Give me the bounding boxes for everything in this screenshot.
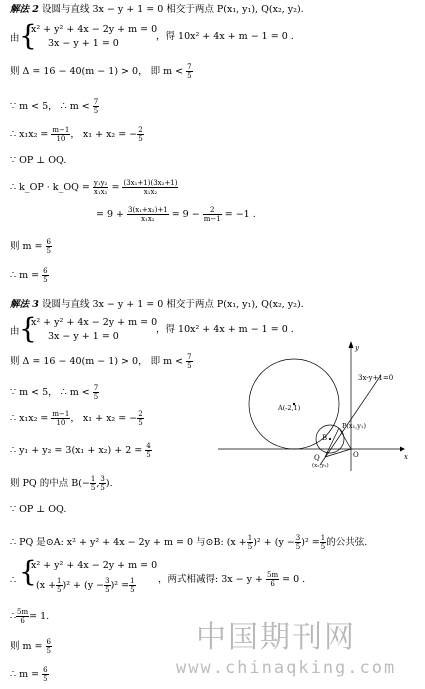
solution-2-title-line xyxy=(10,4,304,16)
center-b-point xyxy=(329,438,331,440)
ratio-end: = 1. xyxy=(29,611,50,622)
line-label: 3x-y+1=0 xyxy=(358,374,394,382)
discriminant-text: 则 Δ = 16 − 40(m − 1) > 0， 即 m < xyxy=(10,66,184,77)
vieta-product-text: ∴ x₁x₂ = xyxy=(10,129,49,140)
vieta-sum-text: ， x₁ + x₂ = − xyxy=(70,413,138,424)
fraction-7-5: $\frac{7}{5}$ xyxy=(93,384,99,401)
solution-3-by-label: 由 xyxy=(10,326,20,337)
common-chord-text: ∴ PQ 是⊙A: x² + y² + 4x − 2y + m = 0 与⊙B: (x + xyxy=(10,537,247,548)
y-sum-text: ∴ y₁ + y₂ = 3(x₁ + x₂) + 2 = xyxy=(10,445,143,456)
ratio-text: ∴ xyxy=(10,611,17,622)
fraction-sum: $\frac{2}{5}$ xyxy=(138,410,143,427)
system-b-eq-2 xyxy=(36,577,136,594)
fraction-7-5: $\frac{7}{5}$ xyxy=(187,63,192,80)
solution-3-setup: 设圆与直线 3x − y + 1 = 0 相交于两点 P(x₁, y₁), Q(x₂, y₂). xyxy=(41,299,304,310)
system-brace: { xyxy=(19,312,37,345)
fraction-continue-2: $\frac{2}{m-1}$ xyxy=(203,206,221,223)
slope-continue-line xyxy=(96,206,256,223)
m-value-line xyxy=(10,238,52,255)
system-b-eq-1: x² + y² + 4x − 2y + m = 0 xyxy=(31,560,158,571)
point-p-label: P(x₁,y₁) xyxy=(342,422,367,430)
watermark-chinese: 中国期刊网 xyxy=(196,620,356,655)
subtract-text: ，两式相减得: 3x − y + xyxy=(158,574,263,585)
fraction-1-5: $\frac{1}{5}$ xyxy=(130,577,135,594)
common-chord-text-3: )² = xyxy=(301,537,320,548)
fraction-7-5: $\frac{7}{5}$ xyxy=(187,353,192,370)
system-eq-1: x² + y² + 4x − 2y + m = 0 xyxy=(31,317,158,328)
slope-end: = −1 . xyxy=(224,209,256,220)
fraction-1-5: $\frac{1}{5}$ xyxy=(320,534,326,551)
solution-2-title: 解法 2 xyxy=(10,4,39,15)
line-3x-y-1 xyxy=(320,375,381,465)
system-eq-1: x² + y² + 4x − 2y + m = 0 xyxy=(31,24,158,35)
x-axis-arrow-icon xyxy=(400,447,405,452)
y-axis-arrow-icon xyxy=(349,341,354,348)
point-q-coords: (x₂,y₂) xyxy=(312,463,329,469)
m-value-text: 则 m = xyxy=(10,641,43,652)
fraction-1-5: $\frac{1}{5}$ xyxy=(90,475,96,492)
fraction-6-5: $\frac{6}{5}$ xyxy=(43,267,48,284)
fraction-continue: $\frac{\text{3(x₁+x₂)+1}}{\text{x₁x₂}}$ xyxy=(128,206,168,223)
center-a-label: A(-2,1) xyxy=(278,404,301,412)
m-conclusion-line xyxy=(10,666,49,683)
y-axis-label: y xyxy=(355,344,359,352)
fraction-7-5: $\frac{7}{5}$ xyxy=(93,98,99,115)
m-value-line xyxy=(10,638,52,655)
fraction-product: $\frac{m-1}{10}$ xyxy=(52,126,70,143)
solution-3-title: 解法 3 xyxy=(10,299,39,310)
common-chord-text-4: 的公共弦. xyxy=(326,537,368,548)
subtract-end: = 0 . xyxy=(282,574,306,585)
discriminant-line xyxy=(10,63,193,80)
fraction-3-5: $\frac{3}{5}$ xyxy=(105,577,110,594)
system-eq-2: 3x − y + 1 = 0 xyxy=(48,331,119,342)
system-brace: { xyxy=(19,19,37,52)
y-sum-line xyxy=(10,442,152,459)
midpoint-end: ). xyxy=(105,478,113,489)
m-range-line xyxy=(10,384,99,401)
fraction-3-5: $\frac{3}{5}$ xyxy=(295,534,301,551)
m-range-text: ∵ m < 5， ∴ m < xyxy=(10,101,90,112)
m-range-text: ∵ m < 5， ∴ m < xyxy=(10,387,90,398)
segment-op xyxy=(339,428,351,449)
midpoint-text: 则 PQ 的中点 B(− xyxy=(10,478,90,489)
watermark-url: www.chinaqking.com xyxy=(176,658,397,678)
common-chord-line xyxy=(10,534,367,551)
midpoint-separator: , xyxy=(96,478,100,489)
fraction-slope-expanded: $\frac{\text{(3x₁+1)(3x₂+1)}}{\text{x₁x₂}}$ xyxy=(123,179,178,196)
vieta-line xyxy=(10,126,144,143)
fraction-1-5: $\frac{1}{5}$ xyxy=(247,534,253,551)
m-conclusion-line xyxy=(10,267,49,284)
fraction-6-5: $\frac{6}{5}$ xyxy=(43,666,48,683)
discriminant-text: 则 Δ = 16 − 40(m − 1) > 0， 即 m < xyxy=(10,356,184,367)
ratio-line xyxy=(10,608,49,625)
m-conclusion-text: ∴ m = xyxy=(10,270,40,281)
fraction-sum: $\frac{2}{5}$ xyxy=(138,126,143,143)
fraction-5m-6: $\frac{5m}{6}$ xyxy=(267,571,279,588)
perpendicular-line: ∵ OP ⊥ OQ. xyxy=(10,504,67,515)
vieta-line xyxy=(10,410,144,427)
equals-sign: = xyxy=(111,182,120,193)
point-b-label: B xyxy=(322,434,328,442)
common-chord-text-2: )² + (y − xyxy=(253,537,295,548)
system-result: ，得 10x² + 4x + m − 1 = 0 . xyxy=(156,324,294,335)
fraction-product: $\frac{m-1}{10}$ xyxy=(52,410,70,427)
therefore-symbol: ∴ xyxy=(10,575,17,586)
solution-2-setup: 设圆与直线 3x − y + 1 = 0 相交于两点 P(x₁, y₁), Q(x₂, y₂). xyxy=(41,4,304,15)
m-conclusion-text: ∴ m = xyxy=(10,669,40,680)
system-result: ，得 10x² + 4x + m − 1 = 0 . xyxy=(156,31,294,42)
fraction-3-5: $\frac{3}{5}$ xyxy=(100,475,105,492)
circle-line-figure xyxy=(218,338,418,473)
fraction-6-5: $\frac{6}{5}$ xyxy=(46,638,52,655)
point-q-label: Q xyxy=(314,454,320,462)
discriminant-line xyxy=(10,353,193,370)
vieta-product-text: ∴ x₁x₂ = xyxy=(10,413,49,424)
solution-2-by-label: 由 xyxy=(10,33,20,44)
midpoint-line xyxy=(10,475,113,492)
solution-3-title-line xyxy=(10,299,304,311)
origin-label: O xyxy=(353,451,359,459)
slope-continue-text: = 9 + xyxy=(96,209,125,220)
fraction-1-5: $\frac{1}{5}$ xyxy=(57,577,62,594)
x-axis-label: x xyxy=(404,453,408,461)
slope-product-line xyxy=(10,179,178,196)
system-b-text-b: )² + (y − xyxy=(62,580,105,591)
fraction-5m-6: $\frac{5m}{6}$ xyxy=(17,608,29,625)
m-value-text: 则 m = xyxy=(10,241,43,252)
m-range-line xyxy=(10,98,99,115)
vieta-sum-text: ， x₁ + x₂ = − xyxy=(70,129,138,140)
fraction-4-5: $\frac{4}{5}$ xyxy=(146,442,151,459)
slope-continue-text-2: = 9 − xyxy=(171,209,200,220)
system-b-text-c: )² = xyxy=(110,580,130,591)
perpendicular-line: ∵ OP ⊥ OQ. xyxy=(10,155,67,166)
slope-product-text: ∴ k_OP · k_OQ = xyxy=(10,182,90,193)
system-b-text-a: (x + xyxy=(36,580,57,591)
fraction-6-5: $\frac{6}{5}$ xyxy=(46,238,52,255)
subtract-line xyxy=(158,571,305,588)
fraction-slope: $\frac{\text{y₁y₂}}{\text{x₁x₂}}$ xyxy=(93,179,108,196)
system-eq-2: 3x − y + 1 = 0 xyxy=(48,38,119,49)
system-brace: { xyxy=(19,555,37,588)
